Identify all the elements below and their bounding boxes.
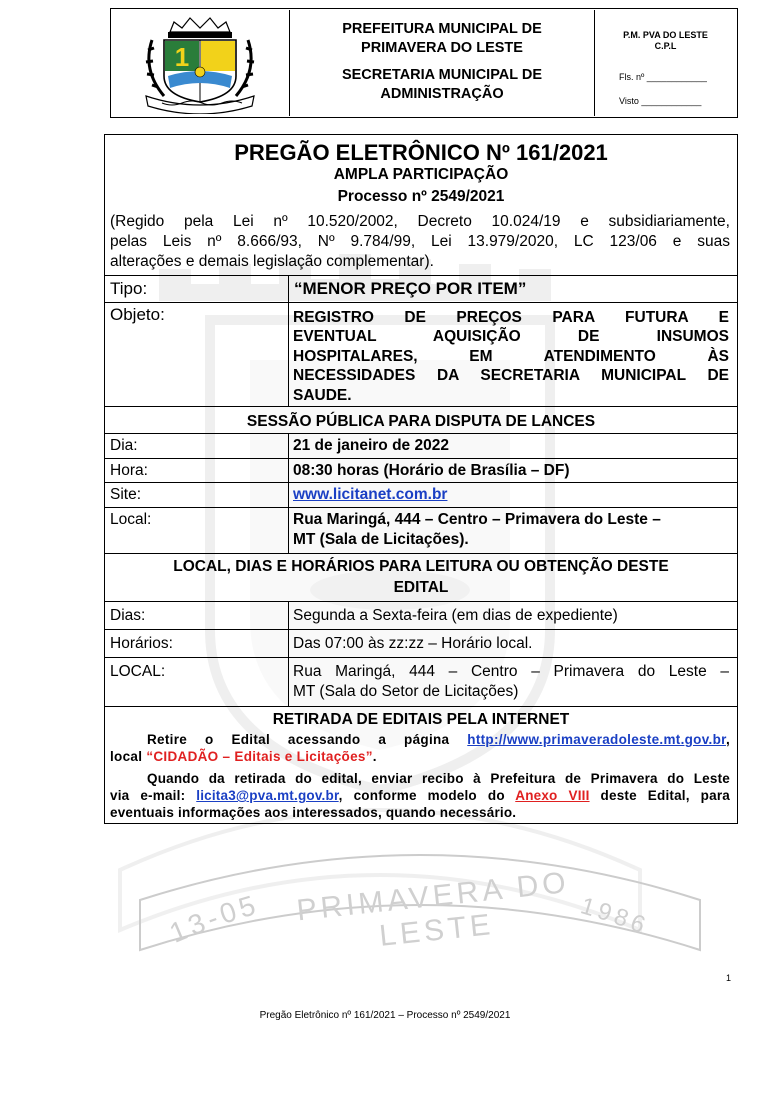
tipo-label: Tipo: xyxy=(110,279,148,298)
retirada-p1-period: . xyxy=(372,749,377,764)
cidadao-editais-link: “CIDADÃO – Editais e Licitações” xyxy=(146,749,373,764)
tipo-value: “MENOR PREÇO POR ITEM” xyxy=(294,279,527,298)
header-logo-cell xyxy=(112,10,290,116)
retirada-p1-local: local xyxy=(110,749,143,764)
folio-field: Fls. nº ____________ xyxy=(619,72,707,82)
header-city-line2: PRIMAVERA DO LESTE xyxy=(361,40,523,56)
watermark-year: 1986 xyxy=(577,892,653,941)
dias-value: Segunda a Sexta-feira (em dias de expediente) xyxy=(293,607,618,624)
doc-regido-line2: pelas Leis nº 8.666/93, Nº 9.784/99, Lei 13.979/2020, LC 123/06 e suas xyxy=(110,233,730,250)
watermark-date: 13-05 xyxy=(165,888,263,949)
hora-value: 08:30 horas (Horário de Brasília – DF) xyxy=(293,462,570,479)
retirada-p2-line1 xyxy=(110,770,730,787)
objeto-line2: EVENTUAL AQUISIÇÃO DE INSUMOS xyxy=(293,328,729,345)
doc-subtitle: AMPLA PARTICIPAÇÃO xyxy=(333,166,509,183)
stamp-line1: P.M. PVA DO LESTE xyxy=(623,30,708,40)
objeto-line1: REGISTRO DE PREÇOS PARA FUTURA E xyxy=(293,309,729,326)
stamp-line2: C.P.L xyxy=(654,41,677,51)
retirada-p1-line1 xyxy=(110,731,730,748)
leitura-local-line1: Rua Maringá, 444 – Centro – Primavera do Leste – xyxy=(293,663,729,680)
leitura-heading-line1: LOCAL, DIAS E HORÁRIOS PARA LEITURA OU OBTENÇÃO DESTE xyxy=(173,558,669,575)
header-title-cell xyxy=(290,10,595,116)
local-line1: Rua Maringá, 444 – Centro – Primavera do Leste – xyxy=(293,511,661,528)
objeto-line3: HOSPITALARES, EM ATENDIMENTO ÀS xyxy=(293,348,729,365)
local-line2: MT (Sala de Licitações). xyxy=(293,531,469,548)
horarios-label: Horários: xyxy=(110,635,173,652)
dia-label: Dia: xyxy=(110,437,138,454)
anexo-viii-link[interactable]: Anexo VIII xyxy=(515,788,590,803)
leitura-local-line2: MT (Sala do Setor de Licitações) xyxy=(293,683,519,700)
header-dept-line1: SECRETARIA MUNICIPAL DE xyxy=(341,67,543,83)
retirada-heading: RETIRADA DE EDITAIS PELA INTERNET xyxy=(272,711,570,728)
dia-value: 21 de janeiro de 2022 xyxy=(293,437,449,454)
objeto-line5: SAUDE. xyxy=(293,387,352,404)
leitura-heading-line2: EDITAL xyxy=(393,579,449,596)
dias-label: Dias: xyxy=(110,607,146,624)
doc-title: PREGÃO ELETRÔNICO Nº 161/2021 xyxy=(234,140,608,165)
retirada-p1-comma: , xyxy=(725,732,730,747)
doc-processo: Processo nº 2549/2021 xyxy=(337,188,505,205)
page-footer: Pregão Eletrônico nº 161/2021 – Processo nº 2549/2021 xyxy=(259,1010,511,1021)
horarios-value: Das 07:00 às zz:zz – Horário local. xyxy=(293,635,533,652)
retirada-p2-via: via e-mail: xyxy=(110,788,186,803)
header-dept-line2: ADMINISTRAÇÃO xyxy=(380,86,504,102)
retirada-p2-line2 xyxy=(110,787,730,804)
doc-regido-line3: alterações e demais legislação complementar). xyxy=(110,253,434,270)
doc-regido-line1: (Regido pela Lei nº 10.520/2002, Decreto 10.024/19 e subsidiariamente, xyxy=(110,213,730,230)
retirada-p2-modelo: , conforme modelo do xyxy=(338,788,505,803)
retirada-p2-deste: deste Edital, para xyxy=(600,788,731,803)
objeto-line4: NECESSIDADES DA SECRETARIA MUNICIPAL DE xyxy=(293,367,729,384)
licita-email-link[interactable]: licita3@pva.mt.gov.br xyxy=(196,788,339,803)
svg-text:13-05 xyxy=(165,888,263,948)
header-city-line1: PREFEITURA MUNICIPAL DE xyxy=(342,21,542,37)
watermark-name: PRIMAVERA DO LESTE xyxy=(295,865,572,953)
svg-text:1: 1 xyxy=(174,42,190,72)
site-link[interactable]: www.licitanet.com.br xyxy=(293,486,448,503)
site-label: Site: xyxy=(110,486,142,503)
local-label: Local: xyxy=(110,511,152,528)
retirada-p1-line2 xyxy=(110,748,730,765)
objeto-label: Objeto: xyxy=(110,305,165,324)
prefeitura-site-link[interactable]: http://www.primaveradoleste.mt.gov.br xyxy=(467,732,726,747)
page-number: 1 xyxy=(726,973,732,983)
city-coat-of-arms-logo xyxy=(112,10,288,114)
visto-field: Visto ____________ xyxy=(619,96,702,106)
retirada-p2-line3: eventuais informações aos interessados, quando necessário. xyxy=(110,805,517,820)
leitura-local-label: LOCAL: xyxy=(110,663,166,680)
sessao-heading: SESSÃO PÚBLICA PARA DISPUTA DE LANCES xyxy=(246,413,596,430)
retirada-p2-text: Quando da retirada do edital, enviar recibo à Prefeitura de Primavera do Leste xyxy=(147,771,730,786)
header-stamp-cell xyxy=(595,10,736,116)
hora-label: Hora: xyxy=(110,462,148,479)
retirada-p1-text: Retire o Edital acessando a página xyxy=(147,732,450,747)
